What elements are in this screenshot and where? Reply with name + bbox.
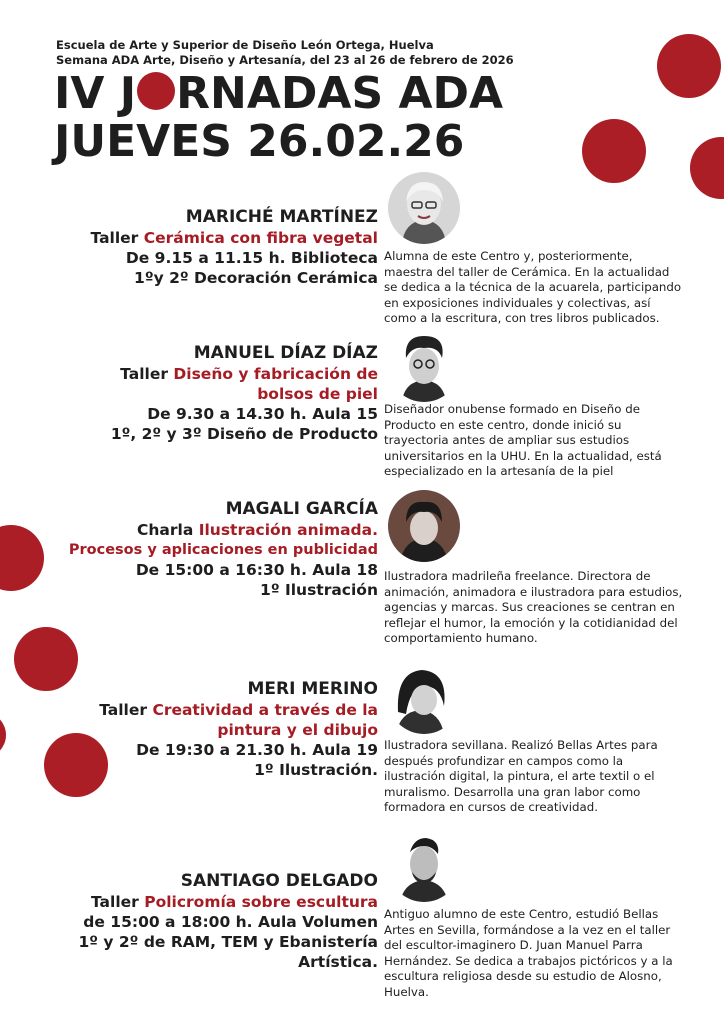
session-audience: 1º, 2º y 3º Diseño de Producto (110, 425, 378, 443)
session-type: Taller (99, 701, 148, 719)
session-title (48, 364, 378, 384)
session-magali-garcia (48, 498, 378, 600)
session-title (48, 228, 378, 248)
session-topic-continued: bolsos de piel (257, 385, 378, 403)
session-audience-continued: Artística. (298, 953, 378, 971)
session-title (48, 520, 378, 540)
decor-dot (582, 119, 646, 183)
session-time: De 15:00 a 16:30 h. Aula 18 (135, 561, 378, 579)
session-topic-continued: Procesos y aplicaciones en publicidad (68, 542, 378, 558)
speaker-name: MERI MERINO (247, 679, 378, 699)
institution-name: Escuela de Arte y Superior de Diseño León Ortega, Huelva (56, 38, 434, 52)
title-part-2: RNADAS ADA (176, 68, 504, 119)
session-audience: 1º y 2º de RAM, TEM y Ebanistería (78, 933, 378, 951)
session-topic: Creatividad a través de la (152, 701, 378, 719)
session-type: Charla (137, 521, 194, 539)
speaker-photo (388, 662, 460, 734)
speaker-name: MAGALI GARCÍA (225, 499, 378, 519)
speaker-name: MANUEL DÍAZ DÍAZ (193, 343, 378, 363)
session-time: De 9.30 a 14.30 h. Aula 15 (147, 405, 378, 423)
title-o-dot (137, 72, 175, 110)
speaker-photo (388, 490, 460, 562)
speaker-bio: Antiguo alumno de este Centro, estudió Bellas Artes en Sevilla, formándose a la vez en el taller del escultor-imaginero D. Juan Manuel Parra Hernández. Se dedica a trabajos pictóricos y a la escultura religiosa desde su estudio de Alosno, Huelva. (384, 907, 673, 999)
session-audience: 1º Ilustración. (254, 761, 378, 779)
session-type: Taller (90, 893, 139, 911)
speaker-bio: Alumna de este Centro y, posteriormente, maestra del taller de Cerámica. En la actualidad se dedica a la técnica de la acuarela, participando en exposiciones individuales y colectivas, así como a la escritura, con tres libros publicados. (384, 249, 682, 326)
session-topic: Diseño y fabricación de (173, 365, 378, 383)
session-topic-continued: pintura y el dibujo (217, 721, 378, 739)
session-title (48, 892, 378, 912)
decor-dot (0, 712, 6, 758)
speaker-name: SANTIAGO DELGADO (180, 871, 378, 891)
session-audience: 1ºy 2º Decoración Cerámica (134, 269, 378, 287)
decor-dot (690, 137, 724, 199)
speaker-bio: Diseñador onubense formado en Diseño de Producto en este centro, donde inició su trayectoria antes de ampliar sus estudios universitarios en la UHU. En la actualidad, está especializado en la artesanía de la piel (384, 402, 662, 479)
page-title (54, 68, 504, 119)
session-type: Taller (90, 229, 139, 247)
session-manuel-diaz (48, 342, 378, 444)
speaker-photo (388, 172, 460, 244)
decor-dot (657, 34, 721, 98)
session-time: De 19:30 a 21.30 h. Aula 19 (136, 741, 378, 759)
session-audience: 1º Ilustración (260, 581, 378, 599)
title-part-1: IV J (54, 68, 137, 119)
speaker-name: MARICHÉ MARTÍNEZ (185, 207, 378, 227)
session-topic: Policromía sobre escultura (144, 893, 378, 911)
decor-dot (0, 525, 44, 591)
session-topic: Cerámica con fibra vegetal (143, 229, 378, 247)
session-santiago-delgado (48, 870, 378, 972)
session-meri-merino (48, 678, 378, 780)
session-title (48, 700, 378, 720)
speaker-bio: Ilustradora madrileña freelance. Directora de animación, animadora e ilustradora para estudios, agencias y marcas. Sus creaciones se centran en reflejar el humor, la emoción y la cotidianidad del comportamiento humano. (384, 569, 683, 646)
speaker-bio: Ilustradora sevillana. Realizó Bellas Artes para después profundizar en campos como la ilustración digital, la pintura, el arte textil o el muralismo. Desarrolla una gran labor como formadora en cursos de creatividad. (384, 738, 658, 815)
speaker-photo (388, 330, 460, 402)
session-type: Taller (120, 365, 168, 383)
event-name: Semana ADA Arte, Diseño y Artesanía, del 23 al 26 de febrero de 2026 (56, 53, 514, 67)
speaker-photo (388, 830, 460, 902)
session-time: De 9.15 a 11.15 h. Biblioteca (125, 249, 378, 267)
session-mariche-martinez (48, 206, 378, 288)
session-topic: Ilustración animada. (198, 521, 378, 539)
session-time: de 15:00 a 18:00 h. Aula Volumen (83, 913, 378, 931)
page-subtitle-day: JUEVES 26.02.26 (54, 116, 465, 167)
